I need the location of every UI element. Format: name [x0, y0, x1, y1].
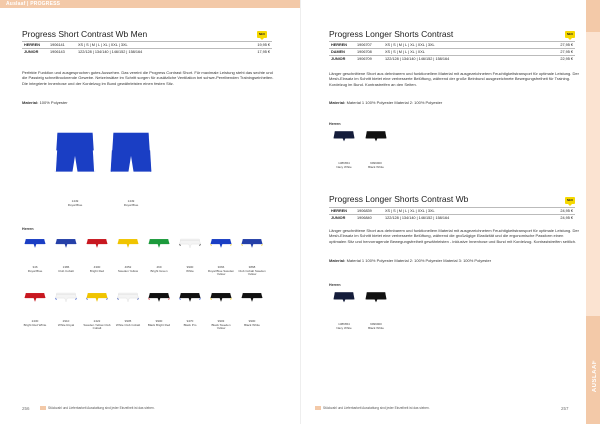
swatch-short-image	[86, 292, 108, 318]
price-cell-article: 1906839	[355, 208, 383, 215]
product-description: Perfekte Funktion und ausgesprochen gutes Aussehen. Das vereint die Progress Contrast Short. Für maximale Leistung steht das sechte und die Passteig schnelltrocknende Gewebe. Netzeinsätze im Schritt sorgen für zusätzliche Ventilation bei schwe-Perelbenden Trainingseinheiten. Die integrierte Innenhose und der Kordelzug im Bund gewährleisten einen festen Sitz.	[22, 70, 274, 86]
swatch-short-caption: 9900 White	[186, 265, 194, 273]
price-cell-price: 27,95 €	[557, 42, 575, 49]
flag-icon	[315, 406, 321, 410]
hero-short-caption: 1449 Royal Blue	[123, 199, 139, 207]
flag-icon	[40, 406, 46, 410]
swatch-short-image	[179, 292, 201, 318]
footnote	[40, 406, 155, 410]
price-cell-label: HERREN	[329, 42, 355, 49]
price-cell-article: 1906708	[355, 49, 383, 56]
price-row	[329, 56, 575, 63]
footnote-text: Stückzahl und Lieferbarkeit Ausstattung sind jeder Einzelheit ist das sieben.	[323, 406, 430, 410]
swatch-short-caption: 9900 Black White	[244, 319, 260, 327]
swatch-short-image	[333, 130, 355, 160]
price-cell-sizes: 122/128 | 134/140 | 146/152 | 158/164	[383, 215, 557, 222]
product1-price-table	[329, 41, 575, 62]
price-cell-article: 1906143	[48, 49, 76, 56]
swatch-short-image	[365, 130, 387, 160]
swatch-short-image	[210, 238, 232, 264]
colors-label: Herren	[22, 227, 34, 231]
product2-new-badge: NEU	[566, 198, 574, 202]
material-label: Material:	[22, 100, 39, 105]
price-row	[329, 49, 575, 56]
product1-material-label: Material:	[329, 100, 346, 105]
price-cell-sizes: 122/128 | 134/140 | 146/152 | 158/164	[76, 49, 254, 56]
product1-material-value: Material 1 100% Polyester Material 2: 100% Polyester	[346, 100, 443, 105]
side-tab-mid	[586, 32, 600, 316]
price-cell-sizes: XS | S | M | L | XL | XXL | 3XL	[383, 208, 557, 215]
swatch-short-caption: 9905 White Club Cobalt	[115, 319, 141, 327]
price-row	[22, 49, 272, 56]
swatch-short-caption: 3868 Club Cobalt Sweden Yellow	[238, 265, 266, 277]
swatch-short-caption: 9903 Black Sweden Yellow	[211, 319, 231, 331]
price-cell-label: JUNIOR	[329, 56, 355, 63]
product1-new-badge: NEU	[566, 32, 574, 36]
swatch-short-caption: 346 Royal Blue	[27, 265, 43, 273]
product2-material-value: Material 1 100% Polyester Material 2: 100% Polyester Material 3: 100% Polyester	[346, 258, 492, 263]
swatch-short-image	[86, 238, 108, 264]
swatch-short-image	[117, 238, 139, 264]
swatch-short-image	[210, 292, 232, 318]
swatch-short-image	[24, 292, 46, 318]
price-cell-label: DAMEN	[329, 49, 355, 56]
product-title: Progress Short Contrast Wb Men	[22, 29, 148, 39]
product1-colors-label: Herren	[329, 122, 341, 126]
price-cell-price: 22,95 €	[557, 56, 575, 63]
footnote-text: Stückzahl und Lieferbarkeit Ausstattung sind jeder Einzelheit ist das sieben.	[48, 406, 155, 410]
price-cell-label: HERREN	[329, 208, 355, 215]
price-cell-price: 17,95 €	[254, 49, 272, 56]
hero-short-image	[54, 130, 96, 198]
price-cell-article: 1906141	[48, 42, 76, 49]
price-row	[329, 42, 575, 49]
product2-title: Progress Longer Shorts Contrast Wb	[329, 194, 469, 204]
price-cell-sizes: XS | S | M | L | XL | XXL | 3XL	[76, 42, 254, 49]
swatch-short-image	[117, 292, 139, 318]
product2-material-label: Material:	[329, 258, 346, 263]
page-number: 257	[561, 406, 569, 411]
price-cell-label: HERREN	[22, 42, 48, 49]
price-cell-sizes: XS | S | M | L | XL | XXL | 3XL	[383, 42, 557, 49]
swatch-short-caption: 9900 Black Bright Red	[147, 319, 171, 327]
price-row	[329, 208, 575, 215]
product2-price-table	[329, 207, 575, 221]
swatch-short-caption: 4300 Bright Red	[89, 265, 105, 273]
swatch-short-caption: 2422 Sweden Yellow Club Cobalt	[83, 319, 111, 331]
price-cell-article: 1906709	[355, 56, 383, 63]
swatch-short-image	[24, 238, 46, 264]
price-cell-price: 24,95 €	[557, 215, 575, 222]
price-cell-price: 27,95 €	[557, 49, 575, 56]
hero-short-image	[110, 130, 152, 198]
product1-description: Länger geschnittene Short aus dehnbarem und funktionellem Material mit ausgezeichnetem Feuchtigkeitstransport für optimale Leistung. Der Mesh-Einsatz im Schritt bietet eine verbesserte Belüftung, während der große Beinbund ausgezeichnete Bewegungsfreiheit für Training. Kordelzug im Bund. Kontrastreifen an den Seiten.	[329, 71, 579, 87]
price-cell-article: 1906840	[355, 215, 383, 222]
price-cell-price: 19,95 €	[254, 42, 272, 49]
side-tab-label: AUSLAAF	[592, 360, 598, 393]
price-row	[329, 215, 575, 222]
swatch-short-caption: 2910 White Royal	[57, 319, 75, 327]
right-page	[300, 0, 600, 424]
price-cell-label: JUNIOR	[329, 215, 355, 222]
swatch-short-caption: 9999900 Black White	[368, 322, 384, 330]
new-badge: NEU	[258, 32, 266, 36]
swatch-short-caption: 9999900 Black White	[368, 161, 384, 169]
product2-colors-label: Herren	[329, 283, 341, 287]
swatch-short-caption: 3066 Royal Blue Sweden Yellow	[207, 265, 235, 277]
price-cell-sizes: XS | S | M | L | XL | XXL	[383, 49, 557, 56]
footnote	[315, 406, 430, 410]
side-tab-top	[586, 0, 600, 32]
swatch-short-caption: 1386654 Navy White	[336, 322, 352, 330]
material-value: 100% Polyester	[39, 100, 68, 105]
swatch-short-image	[148, 238, 170, 264]
swatch-short-caption: 2430 Bright Red White	[23, 319, 47, 327]
top-bar-label: Auslaaf | PROGRESS	[6, 1, 61, 7]
price-row	[22, 42, 272, 49]
swatch-short-image	[241, 238, 263, 264]
product2-description: Länger geschnittene Short aus dehnbarem und funktionellem Material mit ausgezeichnetem Feuchtigkeitstransport für optimale Leistung. Der Mesh-Einsatz im Schritt bietet eine verbesserte Belüftung, während die großzügige Elastizität und die ergonomische Passform einen optimalen Sitz und hervorragende Bewegungsfreiheit gewährleisten - inklusive Innenhose und Bund mit Kordelzug. Kontraststreifen seitlich.	[329, 228, 579, 244]
swatch-short-image	[241, 292, 263, 318]
price-cell-article: 1906707	[355, 42, 383, 49]
swatch-short-caption: 469 Bright Green	[150, 265, 168, 273]
swatch-short-image	[55, 238, 77, 264]
material-line	[22, 100, 68, 105]
swatch-short-image	[148, 292, 170, 318]
swatch-short-caption: 9470 Black Pro	[183, 319, 197, 327]
swatch-short-image	[179, 238, 201, 264]
price-cell-price: 24,95 €	[557, 208, 575, 215]
swatch-short-image	[365, 291, 387, 321]
swatch-short-caption: 1386654 Navy White	[336, 161, 352, 169]
page-number: 256	[22, 406, 30, 411]
swatch-short-image	[55, 292, 77, 318]
price-cell-sizes: 122/128 | 134/140 | 146/152 | 158/164	[383, 56, 557, 63]
swatch-short-image	[333, 291, 355, 321]
swatch-short-caption: 4652 Sweden Yellow	[117, 265, 139, 273]
top-bar	[0, 0, 300, 8]
price-table	[22, 41, 272, 55]
product1-material	[329, 100, 442, 105]
product1-title: Progress Longer Shorts Contrast	[329, 29, 454, 39]
price-cell-label: JUNIOR	[22, 49, 48, 56]
product2-material	[329, 258, 491, 263]
hero-short-caption: 1449 Royal Blue	[67, 199, 83, 207]
swatch-short-caption: 1386 Club Cobalt	[58, 265, 74, 273]
